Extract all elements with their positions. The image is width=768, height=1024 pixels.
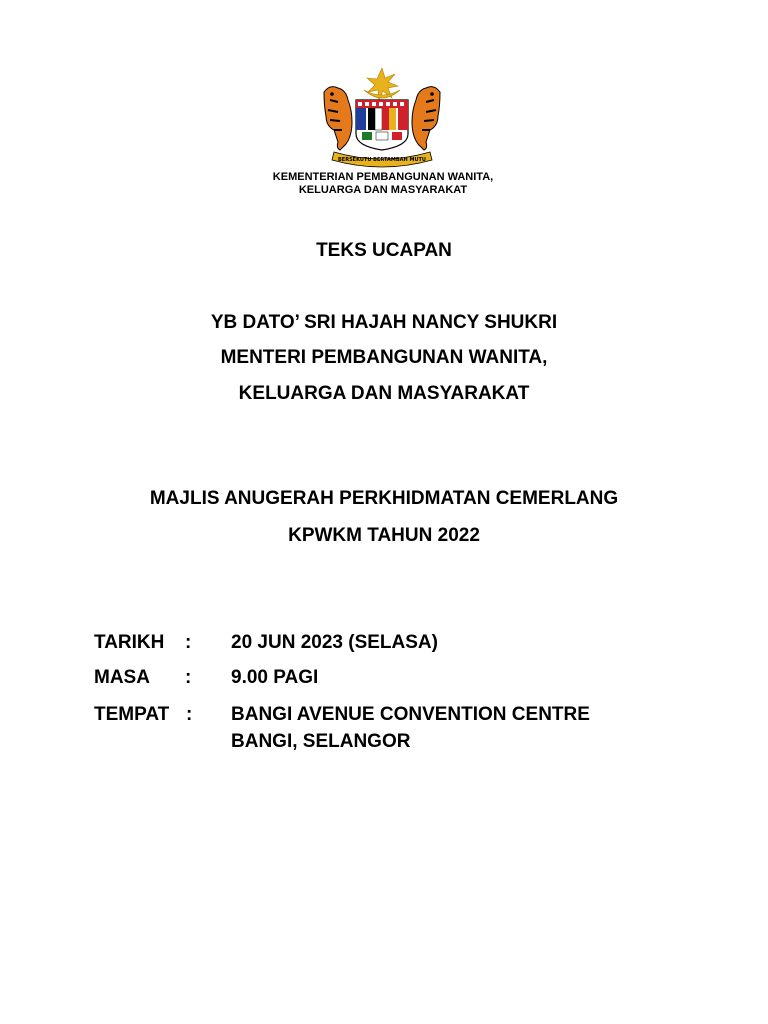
- shield-icon: [356, 100, 408, 150]
- ministry-name-line-2: KELUARGA DAN MASYARAKAT: [298, 184, 468, 196]
- time-separator: :: [185, 667, 192, 688]
- speaker-name: YB DATO’ SRI HAJAH NANCY SHUKRI: [210, 312, 558, 333]
- crest-motto-text: BERSEKUTU BERTAMBAH MUTU: [338, 157, 426, 163]
- date-separator: :: [185, 632, 192, 653]
- speaker-position-line-2: KELUARGA DAN MASYARAKAT: [238, 383, 530, 404]
- document-title: TEKS UCAPAN: [316, 240, 452, 261]
- ministry-name-line-1: KEMENTERIAN PEMBANGUNAN WANITA,: [272, 171, 494, 183]
- event-name-line-2: KPWKM TAHUN 2022: [288, 525, 480, 546]
- time-value: 9.00 PAGI: [231, 667, 319, 688]
- ministry-name: [270, 171, 496, 197]
- motto-ribbon: [332, 152, 432, 167]
- event-name-line-1: MAJLIS ANUGERAH PERKHIDMATAN CEMERLANG: [149, 488, 619, 509]
- venue-separator: :: [186, 704, 193, 725]
- time-label: MASA: [94, 667, 150, 688]
- malaysia-coat-of-arms-logo: [312, 64, 452, 170]
- right-tiger-icon: [412, 87, 440, 150]
- date-value: 20 JUN 2023 (SELASA): [231, 632, 438, 653]
- venue-label: TEMPAT: [94, 704, 170, 725]
- venue-value-line-1: BANGI AVENUE CONVENTION CENTRE: [231, 704, 590, 725]
- speaker-position-line-1: MENTERI PEMBANGUNAN WANITA,: [220, 347, 548, 368]
- date-label: TARIKH: [94, 632, 165, 653]
- venue-value-line-2: BANGI, SELANGOR: [231, 731, 411, 752]
- left-tiger-icon: [324, 87, 352, 150]
